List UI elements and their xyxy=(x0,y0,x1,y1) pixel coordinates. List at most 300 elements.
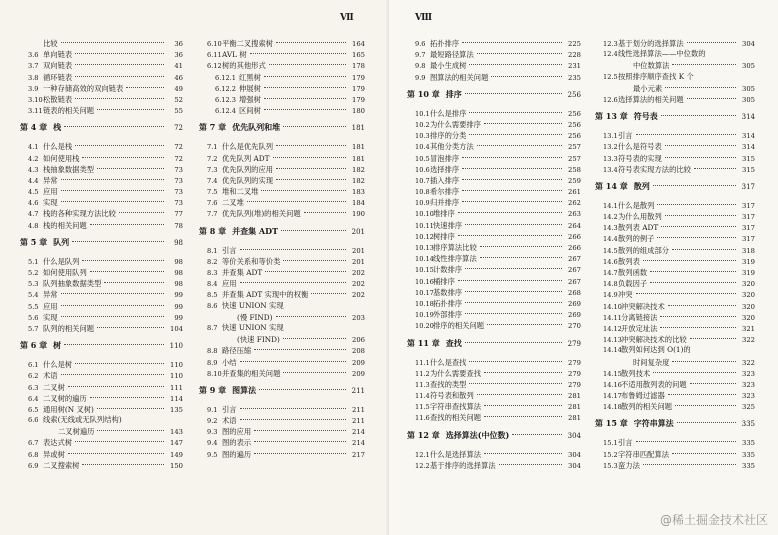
toc-subsection-entry[interactable] xyxy=(199,104,365,115)
section-title: (快速 FIND) xyxy=(237,335,280,345)
section-number: 12.2 xyxy=(415,461,430,470)
toc-section-entry[interactable] xyxy=(407,411,581,422)
leader-dots xyxy=(247,193,346,202)
section-title: 最小生成树 xyxy=(430,61,467,71)
page-ref: 228 xyxy=(568,51,581,60)
section-title: 增强树 xyxy=(239,94,261,104)
leader-dots xyxy=(61,366,164,375)
toc-chapter-heading[interactable] xyxy=(407,429,581,442)
section-title: 路径压缩 xyxy=(222,346,252,356)
section-title: 术语 xyxy=(43,371,58,381)
page-ref: 98 xyxy=(174,280,183,289)
page-ref: 335 xyxy=(742,461,755,470)
chapter-title: 查找 xyxy=(445,337,462,348)
section-title: 符号表和散列 xyxy=(430,391,474,401)
chapter-title: 字符串算法 xyxy=(633,418,674,429)
section-number: 4.8 xyxy=(28,221,39,230)
page-ref: 143 xyxy=(170,428,183,437)
section-number: 10.6 xyxy=(415,165,430,174)
section-title: 栈抽象数据类型 xyxy=(43,164,95,174)
section-number: 5.7 xyxy=(28,324,39,333)
page-ref: 184 xyxy=(352,199,365,208)
leader-dots xyxy=(97,101,164,110)
page-ref: 211 xyxy=(352,405,365,414)
page-ref: 319 xyxy=(742,269,755,277)
section-title: 栈的相关问题 xyxy=(43,220,87,230)
section-title: 分离链接法 xyxy=(621,312,658,322)
section-title: 归并排序 xyxy=(430,198,460,208)
section-number: 13.4 xyxy=(603,165,618,174)
page-ref: 267 xyxy=(568,255,581,264)
section-title: 引言 xyxy=(222,404,237,414)
section-title: 实现 xyxy=(43,312,58,322)
page-ref: 202 xyxy=(352,280,365,289)
page-ref: 182 xyxy=(352,176,365,185)
section-title: 应用 xyxy=(43,187,58,197)
section-title: 快速 UNION 实现 xyxy=(222,300,284,310)
page-ref: 178 xyxy=(352,62,365,71)
page-ref: 323 xyxy=(742,380,755,389)
page-ref: 317 xyxy=(742,201,755,210)
section-number: 15.2 xyxy=(603,450,618,459)
section-title: 布鲁姆过滤器 xyxy=(621,391,665,401)
section-number: 15.1 xyxy=(603,439,618,448)
section-number: 11.3 xyxy=(415,380,430,389)
section-number: 14.13 xyxy=(603,336,622,345)
chapter-title: 符号表 xyxy=(633,111,658,122)
leader-dots xyxy=(462,160,562,169)
leader-dots xyxy=(82,456,164,465)
chapter-number: 第 8 章 xyxy=(199,225,227,236)
toc-section-entry[interactable] xyxy=(595,163,755,174)
section-number: 14.12 xyxy=(603,324,622,333)
chapter-title: 队列 xyxy=(53,236,70,247)
section-number: 9.6 xyxy=(415,40,426,48)
page-ref: 268 xyxy=(568,288,581,297)
section-title: 优先队列的实现 xyxy=(222,175,274,185)
section-title: 最小元素 xyxy=(633,83,663,93)
page-ref: 72 xyxy=(174,143,183,152)
section-number: 14.8 xyxy=(603,280,618,289)
toc-section-entry[interactable] xyxy=(407,71,581,82)
section-title: 冲突解决技术 xyxy=(621,301,665,311)
section-number: 9.2 xyxy=(207,417,218,426)
section-title: 基于划分的选择算法 xyxy=(618,39,684,48)
section-number: 9.3 xyxy=(207,428,218,437)
section-number: 10.20 xyxy=(415,322,434,331)
leader-dots xyxy=(126,79,164,88)
page-ref: 98 xyxy=(174,269,183,277)
leader-dots xyxy=(61,171,164,180)
page-ref: 202 xyxy=(352,269,365,277)
page-ref: 203 xyxy=(352,313,365,322)
section-title: 桶排序 xyxy=(433,276,455,286)
leader-dots xyxy=(254,341,346,350)
section-number: 10.1 xyxy=(415,109,430,118)
page-ref: 201 xyxy=(352,257,365,266)
toc-section-entry[interactable] xyxy=(407,459,581,470)
toc-section-entry[interactable] xyxy=(20,104,183,115)
section-number: 7.4 xyxy=(207,176,218,185)
page-ref: 110 xyxy=(170,361,183,370)
leader-dots xyxy=(283,252,346,261)
section-title: 伸展树 xyxy=(239,83,261,93)
leader-dots xyxy=(281,222,346,231)
section-title: 字符串匹配算法 xyxy=(618,449,670,459)
toc-section-entry[interactable] xyxy=(20,219,183,230)
leader-dots xyxy=(264,68,346,77)
section-title: 什么是优先队列 xyxy=(222,142,274,152)
section-title: 树的其他形式 xyxy=(222,61,266,71)
leader-dots xyxy=(458,227,562,236)
page-ref: 321 xyxy=(742,324,755,333)
section-title: 一种存储高效的双向链表 xyxy=(43,83,124,93)
page-ref: 315 xyxy=(742,154,755,163)
toc-section-entry[interactable] xyxy=(20,459,183,470)
section-number: 10.19 xyxy=(415,311,434,320)
page-ref: 235 xyxy=(568,73,581,82)
page-ref: 320 xyxy=(742,302,755,311)
leader-dots xyxy=(61,308,164,317)
section-title: 什么是查找 xyxy=(430,357,467,367)
leader-dots xyxy=(477,45,562,54)
section-number: 8.4 xyxy=(207,280,218,289)
section-title: 快速排序 xyxy=(433,220,463,230)
section-number: 5.3 xyxy=(28,280,39,289)
section-title: 平衡二叉搜索树 xyxy=(222,39,274,48)
toc-section-entry[interactable] xyxy=(199,311,365,322)
section-number: 10.5 xyxy=(415,154,430,163)
section-title: 优先队列的应用 xyxy=(222,164,274,174)
section-title: 堆和二叉堆 xyxy=(222,187,259,197)
page-ref: 317 xyxy=(742,213,755,222)
section-number: 10.15 xyxy=(415,266,434,275)
page-ref: 305 xyxy=(742,95,755,104)
section-number: 4.7 xyxy=(28,210,39,219)
page-ref: 77 xyxy=(174,210,183,219)
page-ref: 179 xyxy=(352,84,365,93)
section-title: 实现 xyxy=(43,198,58,208)
section-title: 表达式树 xyxy=(43,438,73,448)
leader-dots xyxy=(477,386,562,395)
toc-section-entry[interactable] xyxy=(595,459,755,470)
page-ref: 111 xyxy=(170,383,183,392)
leader-dots xyxy=(82,149,164,158)
section-number: 14.14 xyxy=(603,346,622,355)
toc-section-entry[interactable] xyxy=(595,37,755,48)
toc-chapter-heading[interactable] xyxy=(199,384,365,397)
page-ref: 225 xyxy=(568,40,581,48)
section-title: 小结 xyxy=(222,357,237,367)
section-title: 二叉树遍历 xyxy=(58,427,95,437)
chapter-title: 选择算法(中位数) xyxy=(445,429,510,440)
page-ref: 304 xyxy=(568,461,581,470)
leader-dots xyxy=(264,90,346,99)
leader-dots xyxy=(68,378,164,387)
leader-dots xyxy=(304,204,346,213)
toc-section-entry[interactable] xyxy=(199,207,365,218)
section-number: 6.8 xyxy=(28,450,39,459)
page-ref: 99 xyxy=(174,313,183,322)
section-number: 14.10 xyxy=(603,302,622,311)
toc-section-entry[interactable] xyxy=(407,319,581,330)
leader-dots xyxy=(264,101,346,110)
leader-dots xyxy=(484,115,562,124)
section-number: 4.5 xyxy=(28,188,39,197)
page-ref: 181 xyxy=(351,124,365,133)
section-number: 12.1 xyxy=(415,450,430,459)
leader-dots xyxy=(97,400,164,409)
leader-dots xyxy=(458,204,562,213)
leader-dots xyxy=(283,118,346,127)
toc-chapter-heading[interactable] xyxy=(407,337,581,350)
leader-dots xyxy=(82,252,164,261)
page-ref: 182 xyxy=(352,165,365,174)
section-number: 14.18 xyxy=(603,403,622,412)
section-title: 什么是符号表 xyxy=(618,142,662,152)
section-number: 13.2 xyxy=(603,143,618,152)
section-number: 6.4 xyxy=(28,394,39,403)
section-number: 6.5 xyxy=(28,405,39,414)
page-ref: 261 xyxy=(568,188,581,197)
toc-section-entry[interactable] xyxy=(199,288,365,299)
section-number: 9.7 xyxy=(415,51,426,60)
toc-section-entry[interactable] xyxy=(20,322,183,333)
section-title: 基数排序 xyxy=(433,287,463,297)
page-ref: 211 xyxy=(352,417,365,426)
chapter-title: 优先队列和堆 xyxy=(232,122,281,133)
page-ref: 259 xyxy=(568,176,581,185)
chapter-title: 排序 xyxy=(445,88,462,99)
toc-chapter-heading[interactable] xyxy=(20,339,183,352)
page-ref: 202 xyxy=(352,291,365,300)
chapter-title: 并查集 ADT xyxy=(232,225,279,236)
section-title: 通用树(N 叉树) xyxy=(43,404,94,414)
section-number: 12.6 xyxy=(603,95,618,104)
toc-section-entry[interactable] xyxy=(20,403,183,414)
leader-dots xyxy=(462,193,562,202)
page-ref: 206 xyxy=(352,336,365,345)
toc-section-entry[interactable] xyxy=(595,333,755,344)
page-ref: 209 xyxy=(352,358,365,367)
section-number: 7.5 xyxy=(207,188,218,197)
section-title: 异常 xyxy=(43,290,58,300)
section-title: 冲突 xyxy=(618,290,633,300)
leader-dots xyxy=(276,137,346,146)
chapter-number: 第 9 章 xyxy=(199,384,227,395)
section-title: 图的表示 xyxy=(222,438,252,448)
leader-dots xyxy=(462,182,562,191)
section-number: 8.6 xyxy=(207,301,218,310)
leader-dots xyxy=(480,249,562,258)
page-ref: 181 xyxy=(352,154,365,163)
leader-dots xyxy=(487,316,562,325)
section-title: 异或树 xyxy=(43,449,65,459)
page-ref: 114 xyxy=(170,394,183,403)
section-number: 14.7 xyxy=(603,269,618,277)
page-ref: 258 xyxy=(568,165,581,174)
leader-dots xyxy=(672,353,736,362)
page-ref: 314 xyxy=(741,113,755,122)
leader-dots xyxy=(477,137,562,146)
page-ref: 304 xyxy=(568,450,581,459)
toc-chapter-heading[interactable] xyxy=(199,121,365,134)
leader-dots xyxy=(484,408,562,417)
leader-dots xyxy=(90,216,164,225)
section-title: 不适用散列表的问题 xyxy=(621,379,687,389)
section-number: 4.1 xyxy=(28,143,39,152)
toc-section-entry[interactable] xyxy=(595,59,755,70)
page-ref: 99 xyxy=(174,291,183,300)
page-ref: 165 xyxy=(352,51,365,60)
section-title: 什么是排序 xyxy=(430,108,467,118)
page-ref: 211 xyxy=(351,386,365,395)
leader-dots xyxy=(643,252,736,261)
toc-section-entry[interactable] xyxy=(199,367,365,378)
section-title: 异常 xyxy=(43,175,58,185)
section-number: 8.2 xyxy=(207,257,218,266)
chapter-number: 第 7 章 xyxy=(199,122,227,133)
section-title: 图算法的相关问题 xyxy=(430,72,489,82)
section-number: 5.2 xyxy=(28,269,39,277)
section-number: 14.4 xyxy=(603,235,618,244)
section-number: 8.9 xyxy=(207,358,218,367)
section-number: 15.3 xyxy=(603,461,618,470)
leader-dots xyxy=(68,445,164,454)
leader-dots xyxy=(276,34,346,43)
toc-section-entry[interactable] xyxy=(595,93,755,104)
section-number: 6.2 xyxy=(28,372,39,381)
page-ref: 41 xyxy=(174,62,183,71)
leader-dots xyxy=(240,411,346,420)
leader-dots xyxy=(75,56,164,65)
section-number: 11.2 xyxy=(415,369,430,378)
leader-dots xyxy=(119,204,164,213)
leader-dots xyxy=(665,207,736,216)
page-ref: 318 xyxy=(742,246,755,255)
page-ref: 46 xyxy=(174,73,183,82)
page-ref: 110 xyxy=(169,342,183,351)
section-number: 10.18 xyxy=(415,299,434,308)
page-ref: 201 xyxy=(352,246,365,255)
section-title: 散列函数 xyxy=(618,268,648,277)
page-ref: 257 xyxy=(568,154,581,163)
page-ref: 150 xyxy=(170,461,183,470)
leader-dots xyxy=(687,34,736,43)
section-title: 开放定址法 xyxy=(621,323,658,333)
section-title: 二叉堆 xyxy=(222,198,244,208)
page-ref: 269 xyxy=(568,299,581,308)
section-title: 应用 xyxy=(43,301,58,311)
page-ref: 323 xyxy=(742,392,755,401)
toc-chapter-heading[interactable] xyxy=(20,121,183,134)
page-ref: 164 xyxy=(352,40,365,48)
toc-chapter-heading[interactable] xyxy=(20,236,183,249)
page-ref: 73 xyxy=(174,188,183,197)
leader-dots xyxy=(672,241,736,250)
page-ref: 208 xyxy=(352,347,365,356)
section-number: 14.17 xyxy=(603,392,622,401)
section-number: 8.10 xyxy=(207,369,222,378)
section-number: 14.16 xyxy=(603,380,622,389)
section-title: 术语 xyxy=(222,416,237,426)
leader-dots xyxy=(75,433,164,442)
section-number: 14.6 xyxy=(603,257,618,266)
page-ref: 279 xyxy=(568,358,581,367)
leader-dots xyxy=(261,182,346,191)
leader-dots xyxy=(75,45,164,54)
toc-chapter-heading[interactable] xyxy=(595,110,755,123)
leader-dots xyxy=(469,104,562,113)
section-title: 散列表 ADT xyxy=(618,223,659,233)
leader-dots xyxy=(276,171,346,180)
section-number: 10.9 xyxy=(415,199,430,208)
toc-chapter-heading[interactable] xyxy=(595,180,755,193)
page-number-right: Ⅷ xyxy=(415,13,433,23)
section-title: 线索(无线或无队列结构) xyxy=(43,415,122,425)
section-title: 为什么用散列 xyxy=(618,212,662,222)
section-number: 4.6 xyxy=(28,199,39,208)
leader-dots xyxy=(643,456,736,465)
page-ref: 149 xyxy=(170,450,183,459)
section-title: 并查集的相关问题 xyxy=(222,368,281,378)
leader-dots xyxy=(657,196,736,205)
toc-section-entry[interactable] xyxy=(199,448,365,459)
section-number: 8.7 xyxy=(207,323,218,332)
page-ref: 264 xyxy=(568,221,581,230)
section-number: 8.3 xyxy=(207,269,218,277)
page-ref: 72 xyxy=(174,154,183,163)
section-title: 冒泡排序 xyxy=(430,153,460,163)
section-title: 二叉搜索树 xyxy=(43,460,80,470)
section-title: 二叉树的遍历 xyxy=(43,393,87,403)
page-ref: 214 xyxy=(352,428,365,437)
section-title: 队列的相关问题 xyxy=(43,323,95,333)
page-ref: 270 xyxy=(568,322,581,331)
page-ref: 320 xyxy=(742,280,755,289)
page-ref: 335 xyxy=(742,450,755,459)
chapter-title: 图算法 xyxy=(232,384,257,395)
section-title: 插入排序 xyxy=(430,175,460,185)
toc-chapter-heading[interactable] xyxy=(407,88,581,101)
toc-chapter-heading[interactable] xyxy=(199,225,365,238)
leader-dots xyxy=(75,137,164,146)
leader-dots xyxy=(636,126,736,135)
page-ref: 320 xyxy=(742,291,755,300)
leader-dots xyxy=(469,375,562,384)
section-number: 12.3 xyxy=(603,40,618,48)
chapter-number: 第 15 章 xyxy=(595,418,628,429)
section-number: 5.4 xyxy=(28,291,39,300)
section-number: 10.12 xyxy=(415,232,434,241)
leader-dots xyxy=(469,353,562,362)
leader-dots xyxy=(311,285,346,294)
toc-chapter-heading[interactable] xyxy=(595,417,755,430)
section-number: 5.1 xyxy=(28,257,39,266)
section-title: 树排序 xyxy=(433,231,455,241)
section-title: 排序的分类 xyxy=(430,131,467,141)
page-ref: 36 xyxy=(174,51,183,60)
section-number: 6.12 xyxy=(207,62,222,71)
toc-section-entry[interactable] xyxy=(595,400,755,411)
page-ref: 180 xyxy=(352,107,365,116)
section-title: 最短路径算法 xyxy=(430,50,474,60)
leader-dots xyxy=(462,34,562,43)
section-title: 拓扑排序 xyxy=(430,39,460,48)
leader-dots xyxy=(90,263,164,272)
section-title: 为什么需要排序 xyxy=(430,119,482,129)
section-title: 基于排序的选择算法 xyxy=(430,460,496,470)
